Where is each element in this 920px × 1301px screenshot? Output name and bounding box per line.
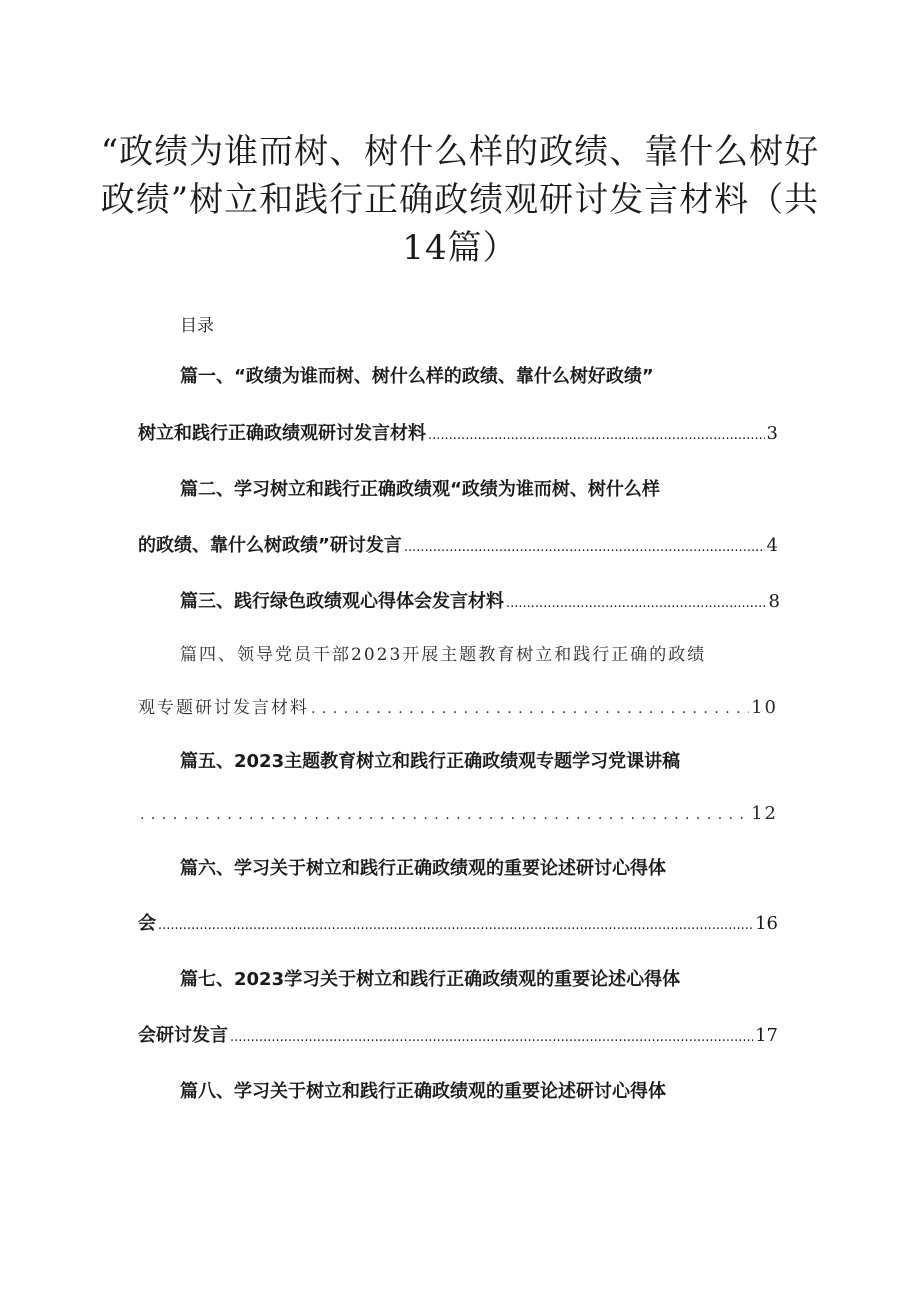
toc-entry-2-page: 4 — [766, 535, 778, 556]
toc-leader-dots — [158, 909, 753, 939]
toc-entry-4-line2[interactable] — [138, 693, 778, 723]
toc-entry-7-text: 会研讨发言 — [138, 1025, 228, 1046]
toc-entry-3-page: 8 — [768, 591, 780, 612]
toc-entry-1-page: 3 — [766, 423, 778, 444]
toc-entry-6-line1[interactable]: 篇六、学习关于树立和践行正确政绩观的重要论述研讨心得体 — [180, 858, 666, 879]
toc-entry-7-line2[interactable] — [138, 1021, 778, 1051]
toc-heading: 目录 — [180, 316, 214, 336]
toc-entry-6-text: 会 — [138, 913, 156, 934]
toc-entry-1-text: 树立和践行正确政绩观研讨发言材料 — [138, 423, 426, 444]
toc-leader-dots — [230, 1021, 753, 1051]
toc-entry-4-line1[interactable]: 篇四、领导党员干部2023开展主题教育树立和践行正确的政绩 — [180, 645, 707, 665]
toc-entry-8-line1[interactable]: 篇八、学习关于树立和践行正确政绩观的重要论述研讨心得体 — [180, 1081, 666, 1102]
toc-leader-dots — [140, 799, 749, 829]
toc-entry-6-page: 16 — [755, 913, 778, 934]
toc-leader-dots — [404, 531, 765, 561]
toc-entry-4-page: 10 — [751, 697, 778, 718]
toc-entry-5-line1[interactable]: 篇五、2023主题教育树立和践行正确政绩观专题学习党课讲稿 — [180, 751, 681, 772]
toc-entry-5-line2[interactable] — [138, 799, 778, 829]
toc-entry-7-page: 17 — [755, 1025, 778, 1046]
toc-entry-3[interactable] — [180, 587, 780, 617]
toc-entry-7-line1[interactable]: 篇七、2023学习关于树立和践行正确政绩观的重要论述心得体 — [180, 969, 681, 990]
toc-entry-5-page: 12 — [751, 803, 778, 824]
toc-entry-2-line1[interactable]: 篇二、学习树立和践行正确政绩观“政绩为谁而树、树什么样 — [180, 479, 660, 500]
toc-entry-2-text: 的政绩、靠什么树政绩”研讨发言 — [138, 535, 402, 556]
toc-entry-1-line1[interactable]: 篇一、“政绩为谁而树、树什么样的政绩、靠什么树好政绩” — [180, 366, 654, 387]
toc-leader-dots — [506, 587, 767, 617]
toc-entry-3-text: 篇三、践行绿色政绩观心得体会发言材料 — [180, 591, 504, 612]
toc-leader-dots — [428, 419, 765, 449]
toc-entry-2-line2[interactable] — [138, 531, 778, 561]
toc-entry-4-text: 观专题研讨发言材料 — [138, 698, 309, 718]
toc-leader-dots — [311, 693, 749, 723]
document-title: “政绩为谁而树、树什么样的政绩、靠什么树好政绩”树立和践行正确政绩观研讨发言材料（共14篇） — [100, 132, 820, 268]
toc-entry-1-line2[interactable] — [138, 419, 778, 449]
toc-entry-6-line2[interactable] — [138, 909, 778, 939]
